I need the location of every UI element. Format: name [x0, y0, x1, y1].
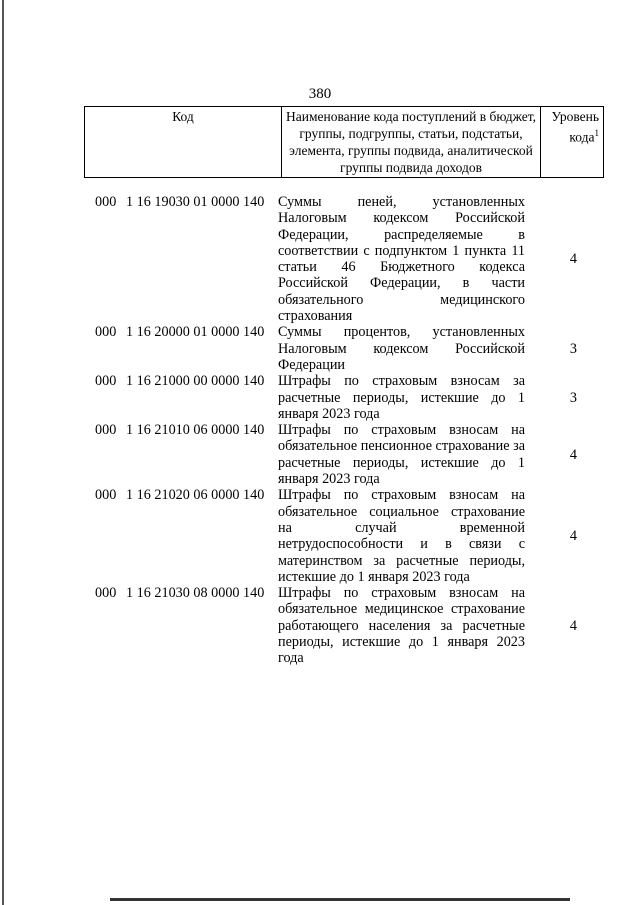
row-prefix: 000: [95, 487, 117, 504]
table-row: [84, 487, 604, 585]
row-level: 4: [569, 617, 577, 634]
row-code: 1 16 20000 01 0000 140: [126, 324, 265, 341]
row-name: Суммы пеней, установленных Налоговым кодексом Российской Федерации, распределяемые в соответствии с подпунктом 1 пункта 11 статьи 46 Бюджетного кодекса Российской Федерации, в части обязательного медицинского страхования: [278, 194, 525, 325]
row-code: 1 16 21010 06 0000 140: [126, 422, 265, 439]
table-header: [84, 106, 604, 178]
table-body: [84, 194, 604, 667]
header-level-footnote: 1: [594, 128, 599, 138]
row-level: 3: [569, 340, 577, 357]
row-code: 1 16 21030 08 0000 140: [126, 585, 265, 602]
row-name: Штрафы по страховым взносам на обязательное пенсионное страхование за расчетные периоды, истекшие до 1 января 2023 года: [278, 422, 525, 488]
row-prefix: 000: [95, 194, 117, 210]
header-level-label: Уровень кода: [551, 109, 599, 145]
table-row: [84, 373, 604, 422]
row-prefix: 000: [95, 324, 117, 341]
table-row: [84, 585, 604, 666]
row-name: Штрафы по страховым взносам за расчетные периоды, истекшие до 1 января 2023 года: [278, 373, 525, 422]
page-number: 380: [308, 86, 332, 102]
page-edge-bottom: [110, 898, 570, 901]
row-level: 4: [569, 251, 577, 268]
row-prefix: 000: [95, 373, 117, 390]
row-code: 1 16 21020 06 0000 140: [126, 487, 265, 504]
page-edge-left: [2, 0, 4, 905]
header-level: [541, 107, 604, 178]
header-code: Код: [85, 107, 282, 178]
table-row: [84, 422, 604, 487]
row-level: 4: [569, 528, 577, 545]
row-prefix: 000: [95, 585, 117, 602]
row-code: 1 16 19030 01 0000 140: [126, 194, 265, 210]
table-row: [84, 194, 604, 324]
row-level: 3: [569, 389, 577, 406]
row-name: Штрафы по страховым взносам на обязательное медицинское страхование работающего населения за расчетные периоды, истекшие до 1 января 2023 года: [278, 585, 525, 667]
header-name: Наименование кода поступлений в бюджет, группы, подгруппы, статьи, подстатьи, элемента, группы подвида, аналитической группы подвида доходов: [282, 107, 541, 178]
row-code: 1 16 21000 00 0000 140: [126, 373, 265, 390]
row-level: 4: [569, 446, 577, 463]
row-prefix: 000: [95, 422, 117, 439]
row-name: Суммы процентов, установленных Налоговым кодексом Российской Федерации: [278, 324, 525, 373]
table-row: [84, 324, 604, 373]
row-name: Штрафы по страховым взносам на обязательное социальное страхование на случай временной нетрудоспособности и в связи с материнством за расчетные периоды, истекшие до 1 января 2023 года: [278, 487, 525, 585]
